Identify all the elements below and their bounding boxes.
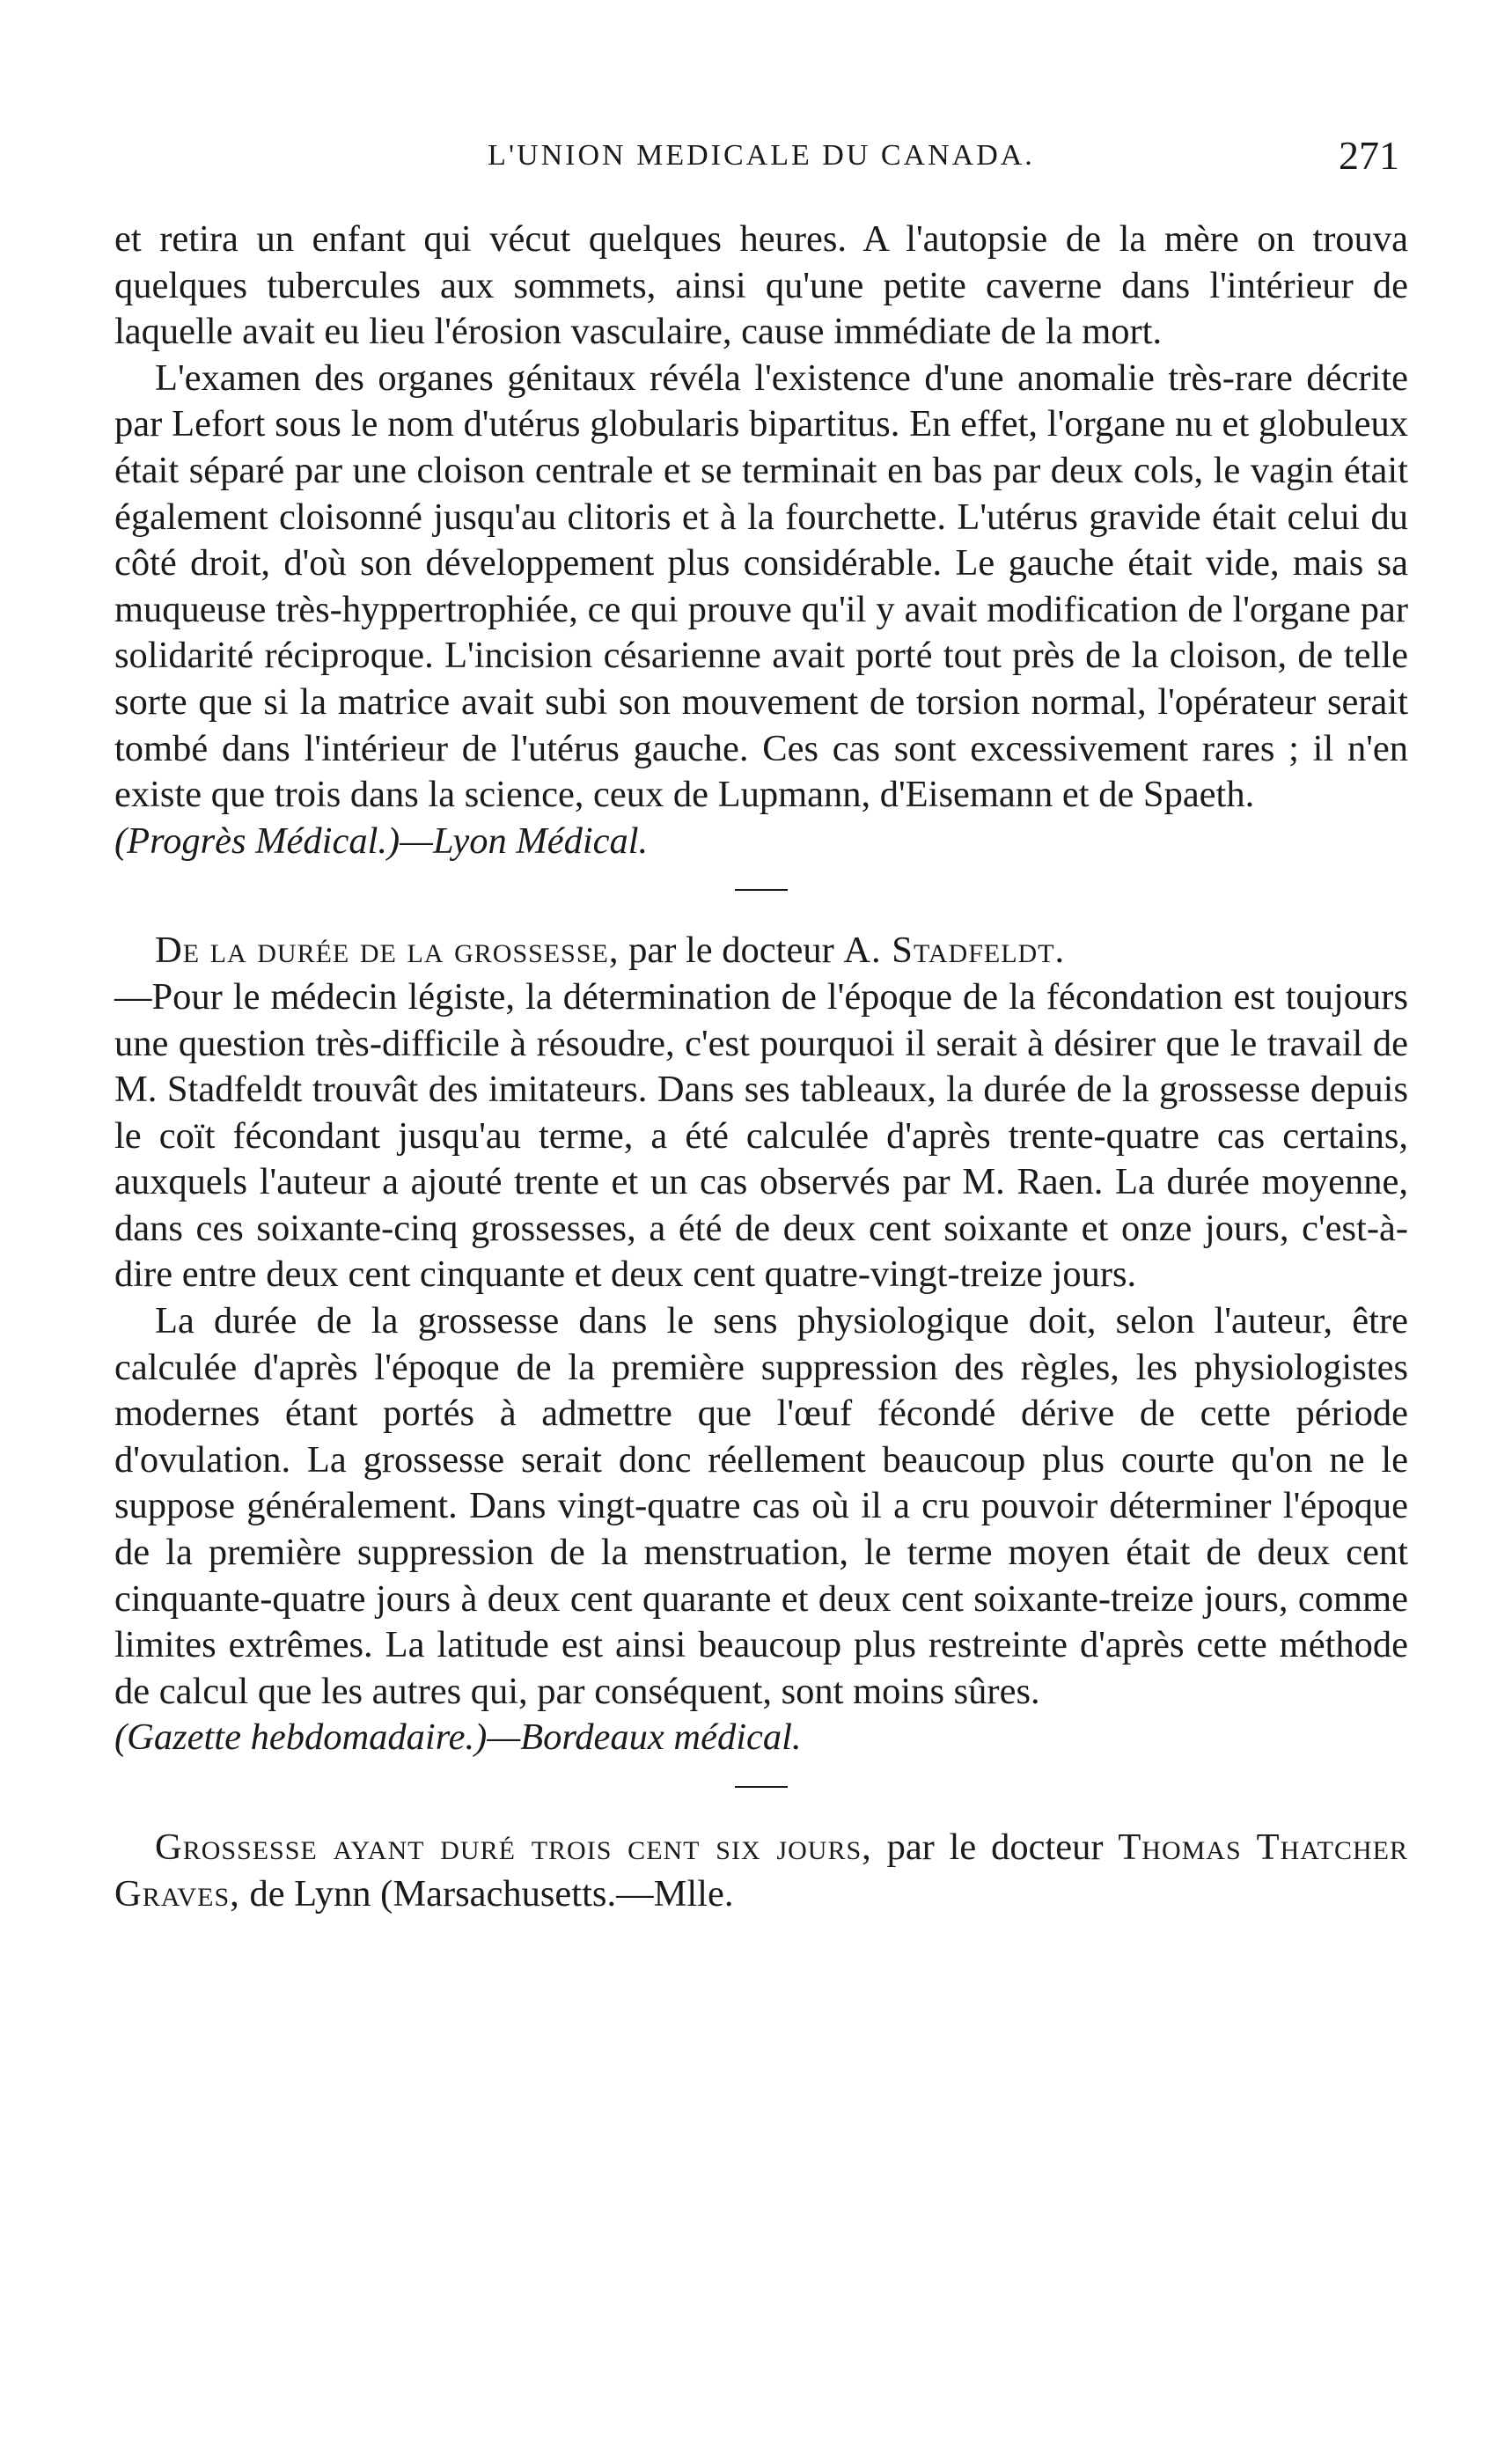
section-divider xyxy=(735,889,788,891)
section-divider xyxy=(735,1786,788,1788)
article-text: de Lynn (Marsachusetts.—Mlle. xyxy=(249,1872,734,1915)
author-intro: par le docteur xyxy=(628,930,834,972)
article-title: Grossesse ayant duré trois cent six jours, xyxy=(155,1827,872,1868)
running-title: L'UNION MEDICALE DU CANADA. xyxy=(488,139,1035,172)
article-author: Thomas Thatcher Graves, xyxy=(114,1827,1408,1915)
author-intro: par le docteur xyxy=(886,1827,1104,1868)
article-author: A. Stadfeldt. xyxy=(843,930,1066,972)
article-title: De la durée de la grossesse, xyxy=(155,930,620,972)
page-number: 271 xyxy=(1339,133,1399,178)
running-header xyxy=(114,132,1408,185)
article-heading xyxy=(114,1825,1408,1917)
document-page xyxy=(114,132,1408,1917)
paragraph-autopsy: et retira un enfant qui vécut quelques heures. A l'autopsie de la mère on trouva quelques tubercules aux sommets, ainsi qu'une petite caverne dans l'intérieur de laquelle avait eu lieu l'érosion vasculaire, cause immédiate de la mort. xyxy=(114,218,1408,353)
article-heading xyxy=(114,928,1408,974)
paragraph-anomaly: L'examen des organes génitaux révéla l'existence d'une anomalie très-rare décrite par Lefort sous le nom d'utérus globularis bipartitus. En effet, l'organe nu et globuleux était séparé par une cloison centrale et se terminait en bas par deux cols, le vagin était également cloisonné jusqu'au clitoris et à la fourchette. L'utérus gravide était celui du côté droit, d'où son développement plus considérable. Le gauche était vide, mais sa muqueuse très-hyppertrophiée, ce qui prouve qu'il y avait modification de l'organe par solidarité réciproque. L'incision césarienne avait porté tout près de la cloison, de telle sorte que si la matrice avait subi son mouvement de torsion normal, l'opérateur serait tombé dans l'intérieur de l'utérus gauche. Ces cas sont excessivement rares ; il n'en existe que trois dans la science, ceux de Lupmann, d'Eisemann et de Spaeth. xyxy=(114,356,1408,816)
paragraph-fecondation: —Pour le médecin légiste, la détermination de l'époque de la fécondation est toujours une question très-difficile à résoudre, c'est pourquoi il serait à désirer que le travail de M. Stadfeldt trouvât des imitateurs. Dans ses tableaux, la durée de la grossesse depuis le coït fécondant jusqu'au terme, a été calculée d'après trente-quatre cas certains, auxquels l'auteur a ajouté trente et un cas observés par M. Raen. La durée moyenne, dans ces soixante-cinq grossesses, a été de deux cent soixante et onze jours, c'est-à-dire entre deux cent cinquante et deux cent quatre-vingt-treize jours. xyxy=(114,975,1408,1296)
source-citation: (Gazette hebdomadaire.)—Bordeaux médical. xyxy=(114,1716,802,1759)
source-citation: (Progrès Médical.)—Lyon Médical. xyxy=(114,820,649,862)
paragraph-physiologique: La durée de la grossesse dans le sens physiologique doit, selon l'auteur, être calculée d'après l'époque de la première suppression des règles, les physiologistes modernes étant portés à admettre que l'œuf fécondé dérive de cette période d'ovulation. La grossesse serait donc réellement beaucoup plus courte qu'on ne le suppose généralement. Dans vingt-quatre cas où il a cru pouvoir déterminer l'époque de la première suppression de la menstruation, le terme moyen était de deux cent cinquante-quatre jours à deux cent quarante et deux cent soixante-treize jours, comme limites extrêmes. La latitude est ainsi beaucoup plus restreinte d'après cette méthode de calcul que les autres qui, par conséquent, sont moins sûres. xyxy=(114,1300,1408,1712)
